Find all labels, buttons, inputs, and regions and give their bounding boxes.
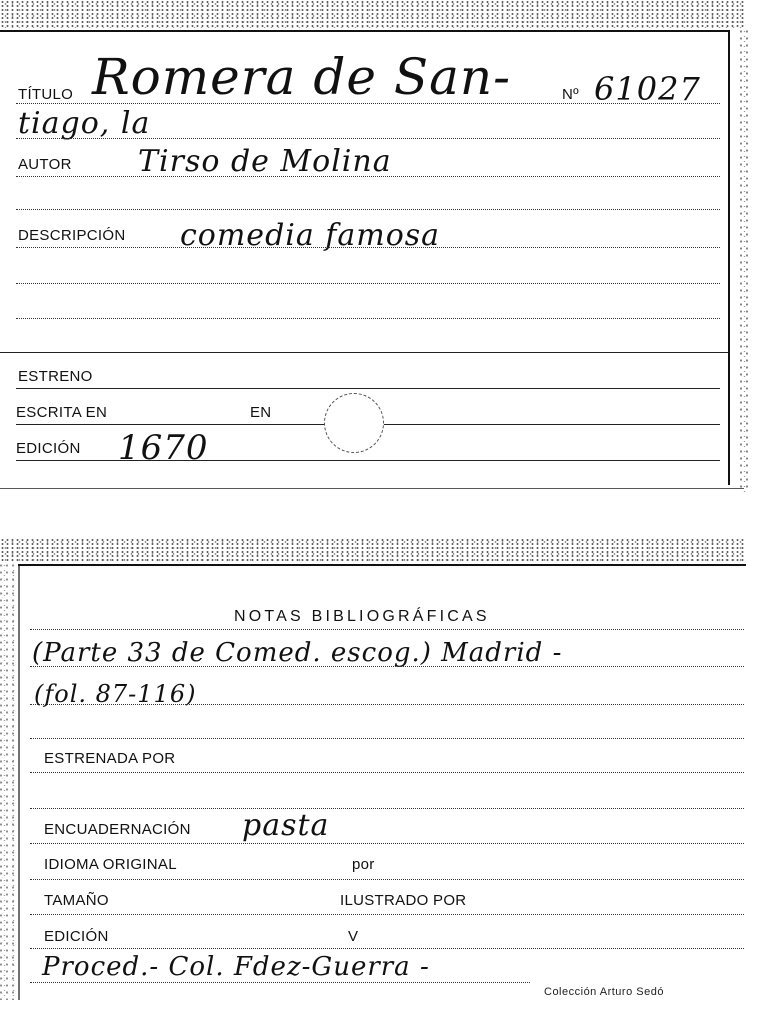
card-top-border [0,30,730,32]
heading-notas-bibliograficas: NOTAS BIBLIOGRÁFICAS [234,608,490,625]
rule-author [16,176,720,177]
rule-blank-3 [16,318,720,319]
label-edicion-front: EDICIÓN [16,440,81,457]
label-descripcion: DESCRIPCIÓN [18,227,126,244]
punch-hole [324,393,384,453]
rule-note-2 [30,704,744,705]
label-ilustrado-por: ILUSTRADO POR [340,892,467,909]
label-estreno: ESTRENO [18,368,93,385]
handwritten-title-line2: tiago, la [18,106,151,141]
label-number: Nº [562,86,579,103]
section-divider [0,352,728,353]
label-autor: AUTOR [18,156,72,173]
label-estrenada-por: ESTRENADA POR [44,750,176,767]
handwritten-note-line2: (fol. 87-116) [34,680,197,708]
scan-noise-top [0,0,746,28]
label-idioma-original: IDIOMA ORIGINAL [44,856,177,873]
rule-idioma-original [30,879,744,880]
handwritten-description: comedia famosa [180,218,441,253]
rule-title-2 [16,138,720,139]
rule-description [16,247,720,248]
rule-estrenada-por [30,772,744,773]
rule-estreno [16,388,720,389]
label-v: V [348,928,359,945]
rule-blank-2 [16,283,720,284]
card-back-left-border [18,564,20,1000]
label-titulo: TÍTULO [18,86,74,103]
rule-note-1 [30,666,744,667]
scan-noise-left-back [0,562,16,1000]
rule-blank-1 [16,209,720,210]
handwritten-author: Tirso de Molina [138,144,392,179]
handwritten-binding: pasta [242,808,330,843]
label-tamano: TAMAÑO [44,892,109,909]
collection-credit: Colección Arturo Sedó [544,986,664,998]
rule-provenance [30,982,530,983]
rule-edicion-front [16,460,720,461]
label-escrita-en: ESCRITA EN [16,404,108,421]
rule-heading [30,629,744,630]
card-bottom-border [0,488,744,489]
scan-noise-top-back [0,538,746,562]
rule-title-1 [16,103,720,104]
label-en: EN [250,404,272,421]
card-right-border [728,30,730,485]
rule-blank-back [30,808,744,809]
rule-note-3 [30,738,744,739]
label-encuadernacion: ENCUADERNACIÓN [44,821,191,838]
rule-tamano [30,914,744,915]
catalog-card-back [0,538,746,1000]
handwritten-provenance: Proced.- Col. Fdez-Guerra - [42,952,430,982]
handwritten-note-line1: (Parte 33 de Comed. escog.) Madrid - [32,638,563,668]
handwritten-catalog-number: 61027 [594,70,701,108]
handwritten-title-line1: Romera de San- [92,48,512,106]
rule-encuadernacion [30,843,744,844]
rule-edicion-back [30,948,744,949]
label-edicion-back: EDICIÓN [44,928,109,945]
scan-noise-right [738,28,752,492]
handwritten-edition-year: 1670 [118,428,209,468]
card-back-top-border [18,564,746,566]
catalog-card-front [0,0,746,492]
label-por: por [352,856,375,873]
